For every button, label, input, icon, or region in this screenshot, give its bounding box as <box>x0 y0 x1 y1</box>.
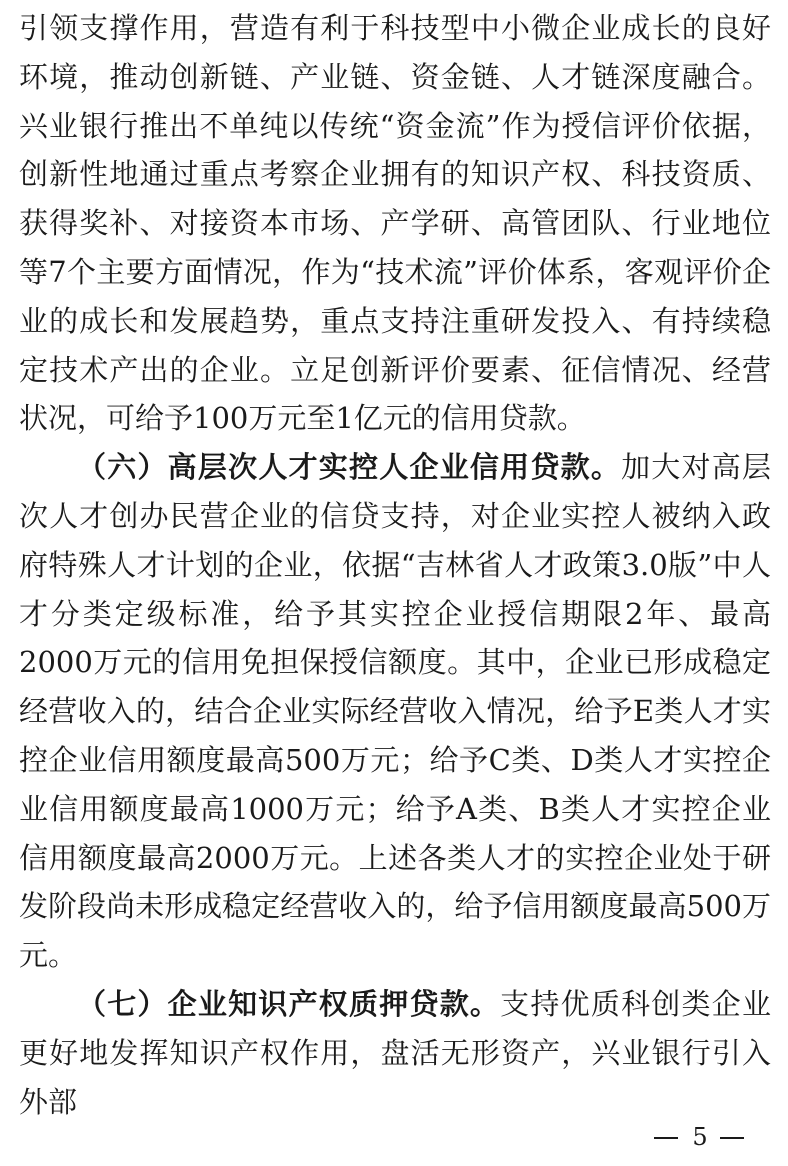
page-footer <box>0 1120 788 1154</box>
paragraph-continuation: 引领支撑作用，营造有利于科技型中小微企业成长的良好环境，推动创新链、产业链、资金链、人才链深度融合。兴业银行推出不单纯以传统“资金流”作为授信评价依据，创新性地通过重点考察企业拥有的知识产权、科技资质、获得奖补、对接资本市场、产学研、高管团队、行业地位等7个主要方面情况，作为“技术流”评价体系，客观评价企业的成长和发展趋势，重点支持注重研发投入、有持续稳定技术产出的企业。立足创新评价要素、征信情况、经营状况，可给予100万元至1亿元的信用贷款。 <box>19 11 771 436</box>
paragraph-body: 加大对高层次人才创办民营企业的信贷支持，对企业实控人被纳入政府特殊人才计划的企业，依据“吉林省人才政策3.0版”中人才分类定级标准，给予其实控企业授信期限2年、最高2000万元的信用免担保授信额度。其中，企业已形成稳定经营收入的，结合企业实际经营收入情况，给予E类人才实控企业信用额度最高500万元；给予C类、D类人才实控企业信用额度最高1000万元；给予A类、B类人才实控企业信用额度最高2000万元。上述各类人才的实控企业处于研发阶段尚未形成稳定经营收入的，给予信用额度最高500万元。 <box>19 450 771 973</box>
paragraph-talent-loan <box>19 443 771 980</box>
section-heading-6: （六）高层次人才实控人企业信用贷款。 <box>77 450 622 485</box>
page-number: 5 <box>692 1123 708 1151</box>
footer-dash-right <box>720 1137 744 1139</box>
paragraph-ip-pledge-loan <box>19 980 771 1126</box>
footer-dash-left <box>654 1137 678 1139</box>
section-heading-7: （七）企业知识产权质押贷款。 <box>77 986 501 1021</box>
paragraph-body: 支持优质科创类企业更好地发挥知识产权作用，盘活无形资产，兴业银行引入外部 <box>19 986 771 1119</box>
document-body <box>19 4 771 1126</box>
